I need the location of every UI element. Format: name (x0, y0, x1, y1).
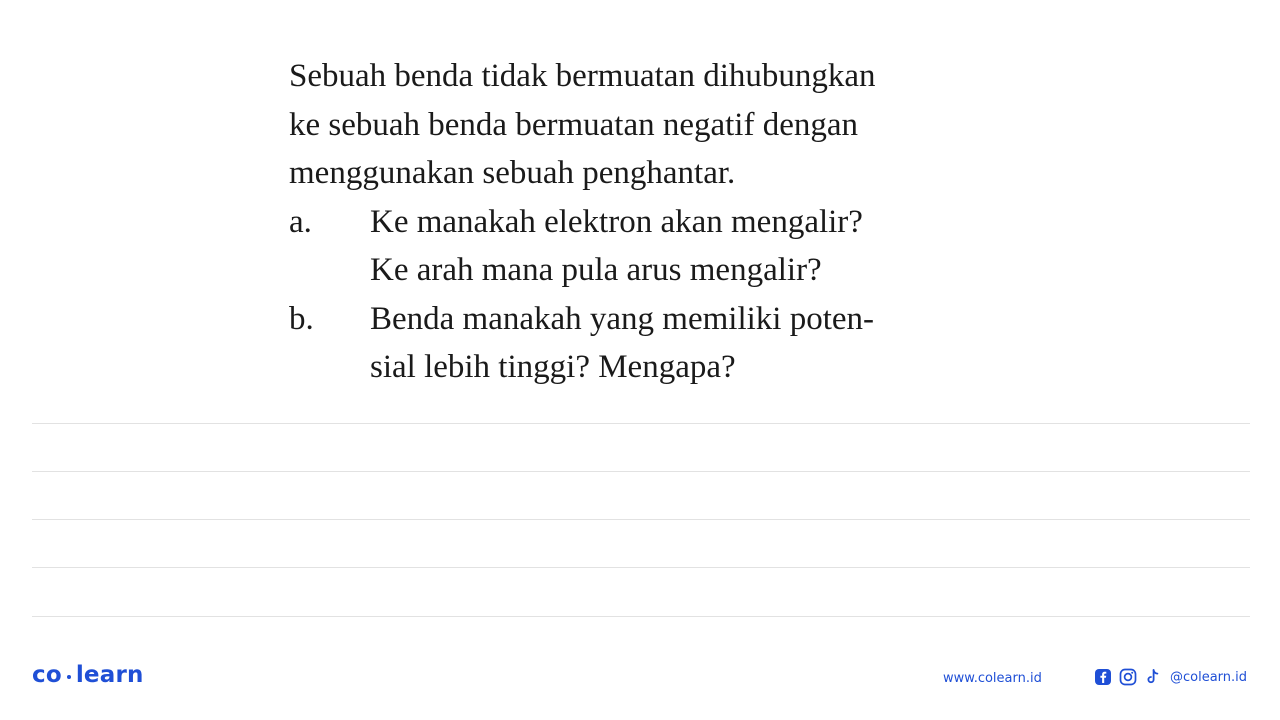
item-text (370, 295, 1009, 392)
item-letter: b. (289, 300, 314, 337)
question-intro-line: ke sebuah benda bermuatan negatif dengan (289, 106, 859, 143)
question-intro-line: menggunakan sebuah penghantar. (289, 155, 736, 191)
answer-line (32, 471, 1250, 472)
social-links (1094, 668, 1247, 686)
question-intro-line: Sebuah benda tidak bermuatan dihubungkan (289, 58, 876, 94)
colearn-logo (32, 662, 144, 688)
facebook-icon[interactable] (1094, 668, 1112, 686)
logo-text-learn: learn (75, 662, 144, 688)
question-block (289, 52, 1009, 392)
answer-line (32, 519, 1250, 520)
tiktok-icon[interactable] (1144, 668, 1162, 686)
logo-text-co: co (32, 662, 62, 688)
item-line: sial lebih tinggi? Mengapa? (370, 349, 736, 385)
answer-line (32, 423, 1250, 424)
answer-line (32, 616, 1250, 617)
website-link[interactable]: www.colearn.id (943, 671, 1042, 686)
item-line: Ke manakah elektron akan mengalir? (370, 203, 863, 240)
social-handle[interactable]: @colearn.id (1170, 669, 1248, 685)
item-letter: a. (289, 203, 312, 240)
item-line: Benda manakah yang memiliki poten- (370, 300, 875, 337)
item-text (370, 198, 1009, 295)
question-item-b (289, 295, 1009, 392)
question-item-a (289, 198, 1009, 295)
answer-line (32, 567, 1250, 568)
logo-dot (67, 675, 71, 679)
item-line: Ke arah mana pula arus mengalir? (370, 252, 822, 288)
instagram-icon[interactable] (1119, 668, 1137, 686)
